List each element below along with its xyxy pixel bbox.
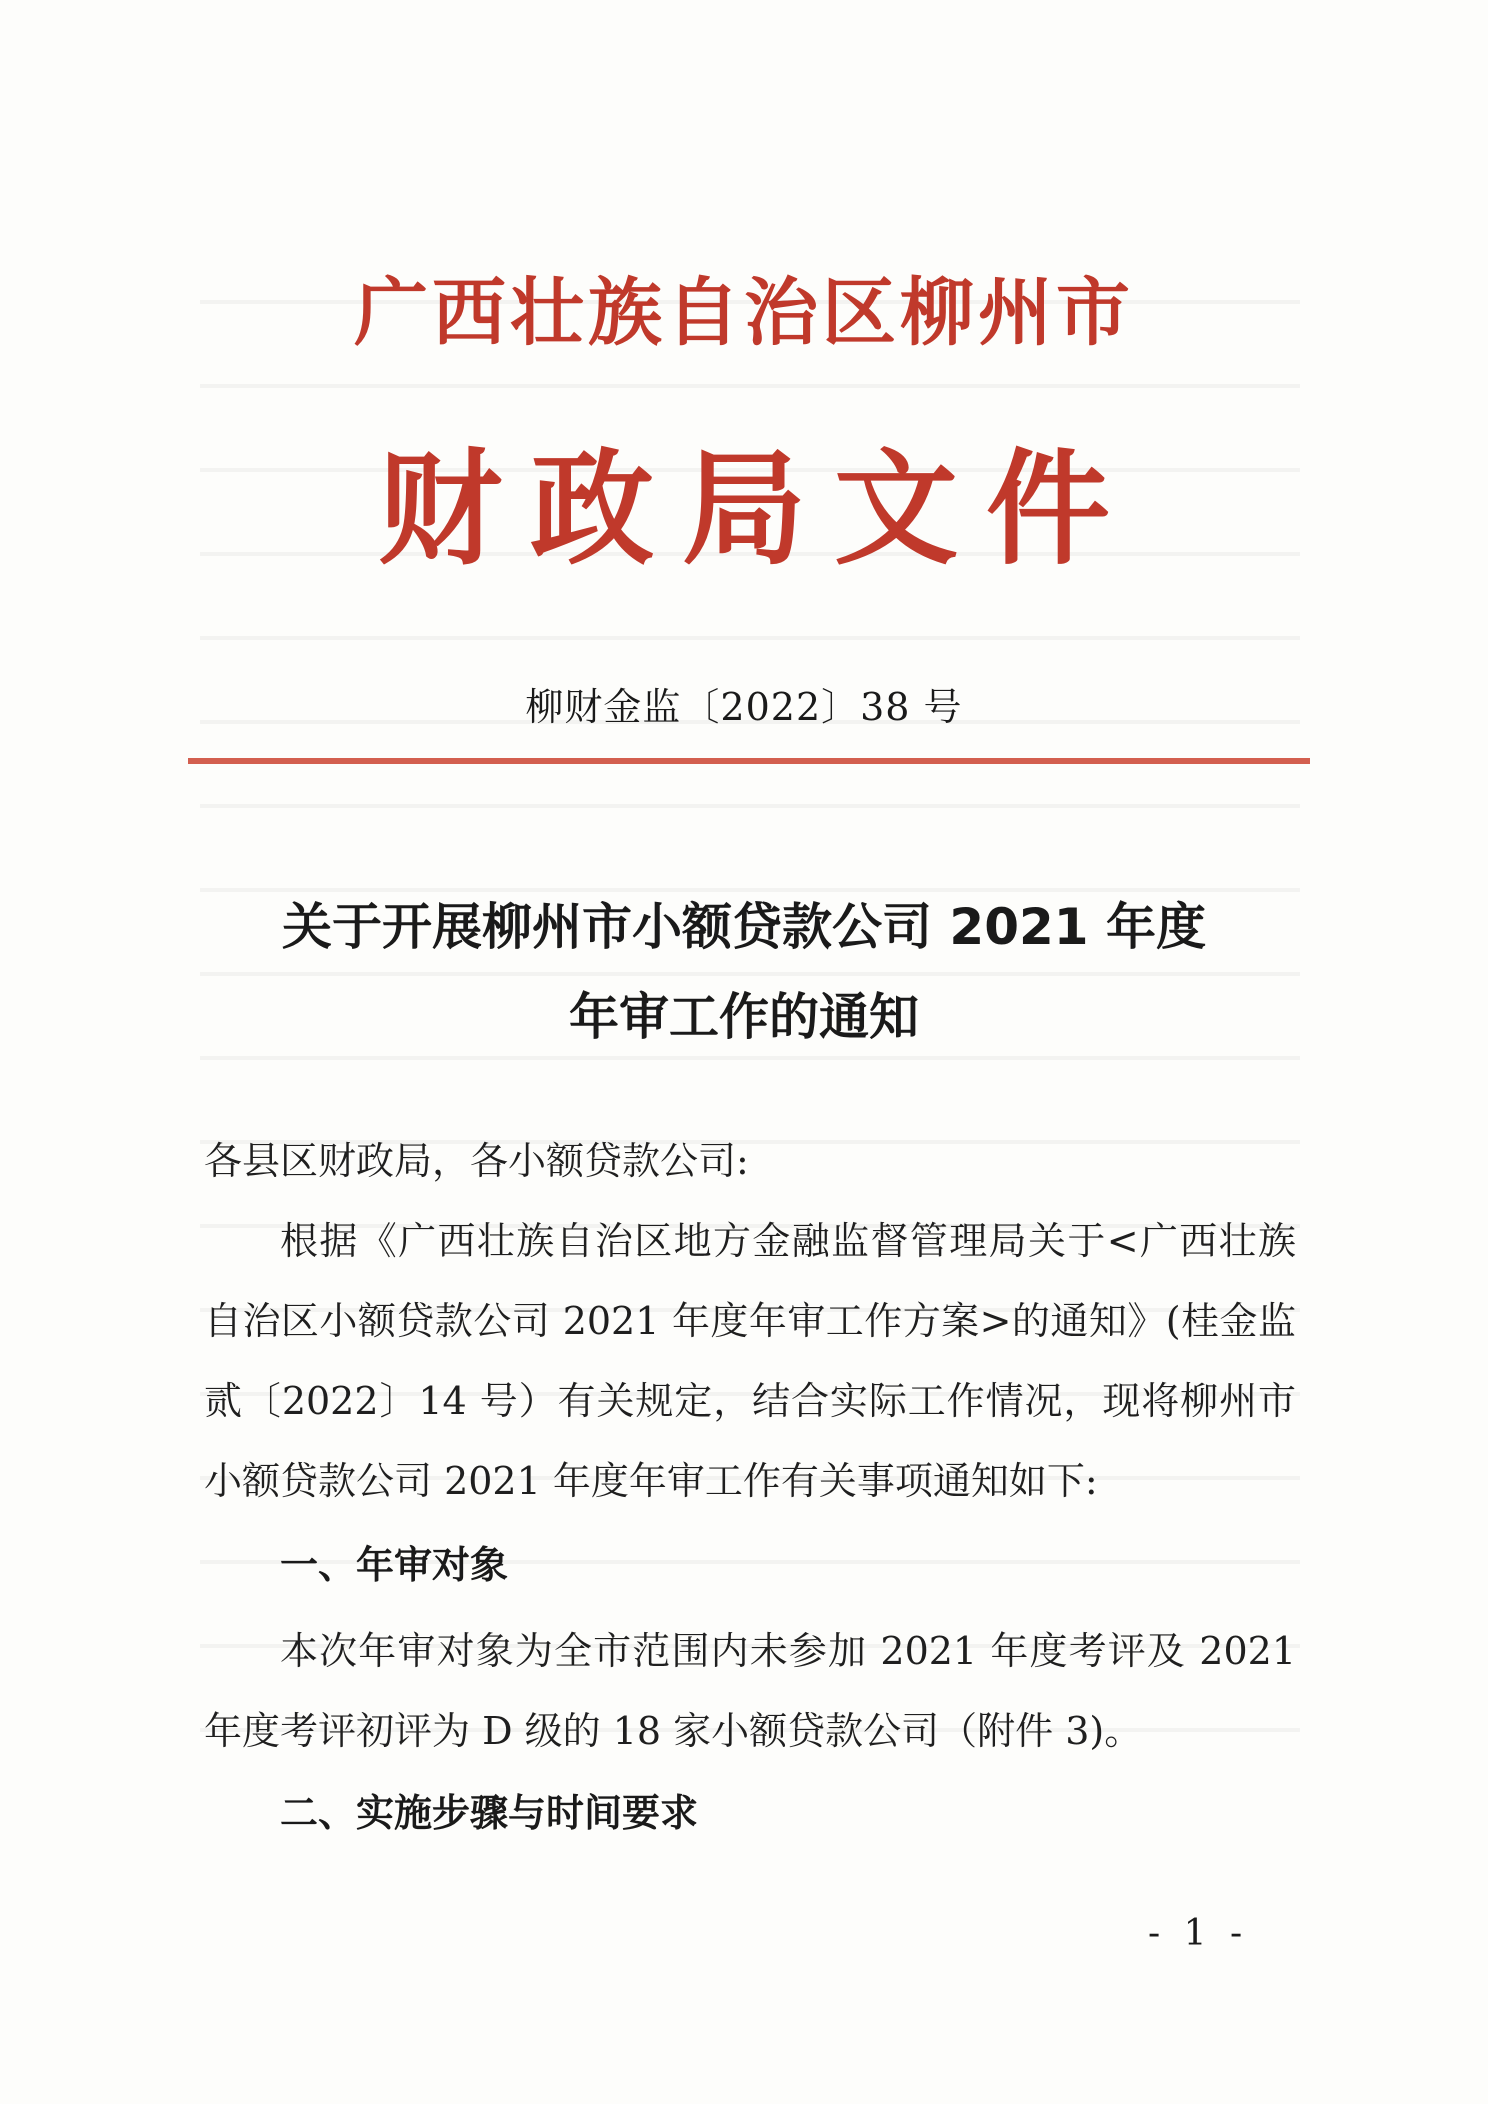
notice-title-line-1: 关于开展柳州市小额贷款公司 2021 年度 — [282, 898, 1206, 956]
section1-line-1: 本次年审对象为全市范围内未参加 2021 年度考评及 2021 — [280, 1629, 1296, 1673]
issuing-organization: 广西壮族自治区柳州市 — [354, 270, 1134, 356]
notice-title-line-2: 年审工作的通知 — [569, 988, 919, 1046]
section1-line-2: 年度考评初评为 D 级的 18 家小额贷款公司（附件 3)。 — [204, 1709, 1143, 1753]
salutation: 各县区财政局，各小额贷款公司: — [204, 1139, 749, 1183]
red-divider-rule — [188, 758, 1310, 764]
document-type-heading: 财政局文件 — [377, 437, 1138, 582]
document-number: 柳财金监〔2022〕38 号 — [525, 685, 963, 729]
section2-heading: 二、实施步骤与时间要求 — [280, 1791, 699, 1835]
section1-heading: 一、年审对象 — [280, 1543, 509, 1587]
paragraph1-line-4: 小额贷款公司 2021 年度年审工作有关事项通知如下: — [204, 1459, 1098, 1503]
paragraph1-line-1: 根据《广西壮族自治区地方金融监督管理局关于<广西壮族 — [280, 1219, 1296, 1263]
paragraph1-line-2: 自治区小额贷款公司 2021 年度年审工作方案>的通知》(桂金监 — [204, 1299, 1296, 1343]
page-number: - 1 - — [1148, 1913, 1249, 1954]
paragraph1-line-3: 贰〔2022〕14 号）有关规定，结合实际工作情况，现将柳州市 — [204, 1379, 1296, 1423]
